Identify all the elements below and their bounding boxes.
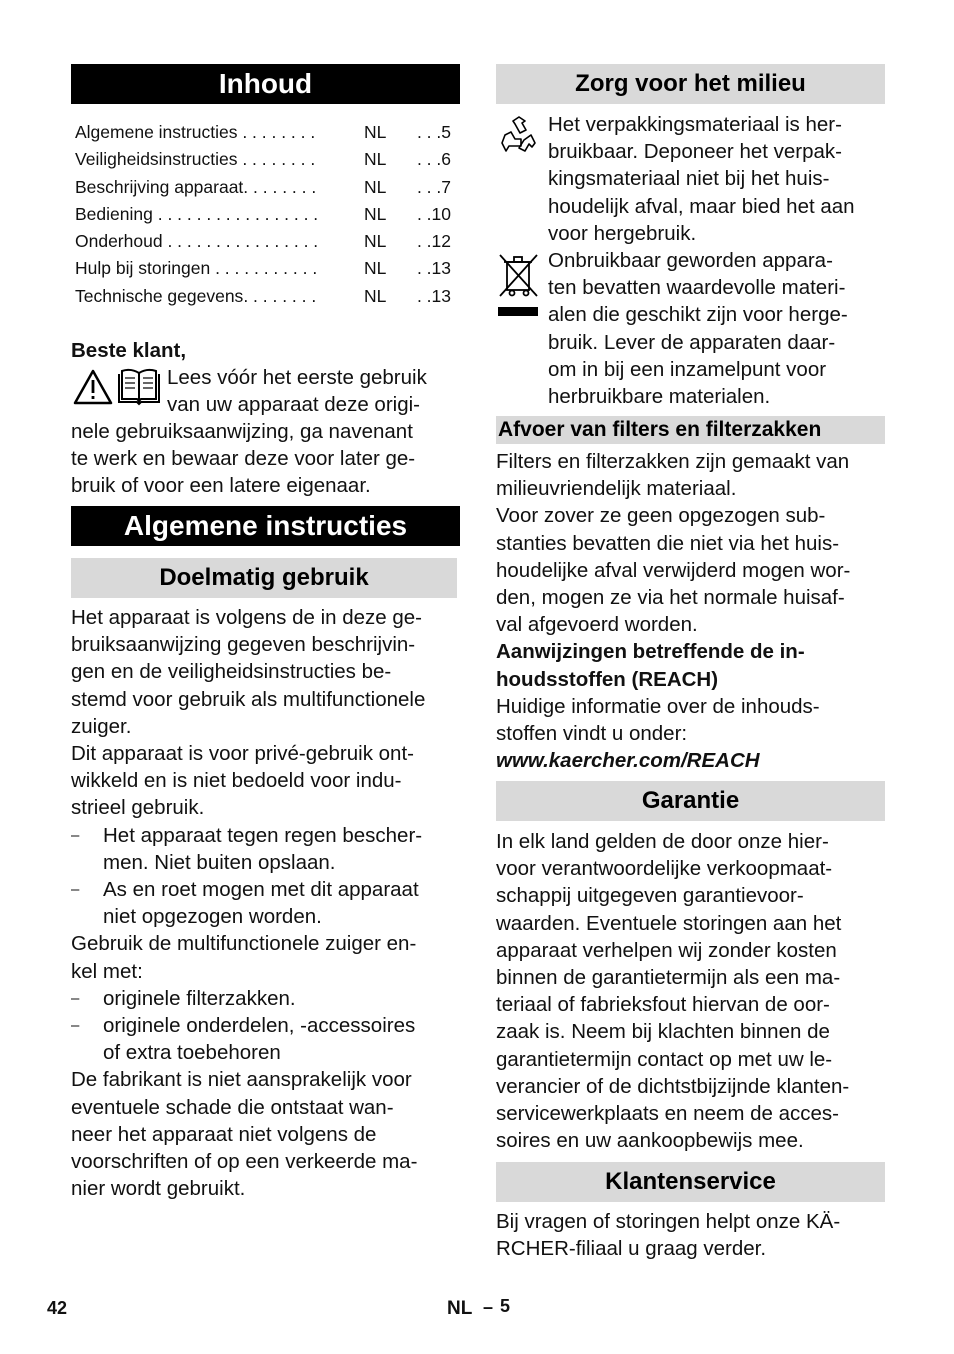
filters-heading: Afvoer van filters en filterzakken (496, 416, 885, 444)
toc-entry-title: Bediening . . . . . . . . . . . . . . . . . (75, 203, 319, 224)
text-line: strieel gebruik. (71, 796, 205, 820)
toc-entry (75, 283, 455, 310)
text-line: servicewerkplaats en neem de acces- (496, 1102, 839, 1126)
footer-dash: – (483, 1297, 494, 1317)
list-item-line: men. Niet buiten opslaan. (103, 850, 336, 874)
text-line: Gebruik de multifunctionele zuiger en- (71, 932, 417, 956)
list-item-line: As en roet mogen met dit apparaat (103, 878, 419, 902)
list-item-line: of extra toebehoren (103, 1041, 281, 1065)
text-line: houdsstoffen (REACH) (496, 667, 719, 691)
text-line: In elk land gelden de door onze hier- (496, 830, 829, 853)
text-line: houdelijke afval verwijderd mogen wor- (496, 558, 851, 582)
toc-entry (75, 119, 455, 146)
text-line: De fabrikant is niet aansprakelijk voor (71, 1068, 412, 1092)
list-item-line: originele onderdelen, -accessoires (103, 1014, 416, 1038)
text-line: verancier of de dichtstbijzijnde klanten- (496, 1074, 850, 1098)
paragraph (71, 930, 460, 984)
text-line: bruikbaar. Deponeer het verpak- (548, 140, 843, 164)
text-line: om in bij een inzamelpunt voor (548, 357, 827, 381)
list-item (71, 1012, 460, 1066)
greeting-line-1: Lees vóór het eerste gebruik (167, 366, 427, 389)
text-line: kel met: (71, 959, 143, 983)
text-line: alen die geschikt zijn voor herge- (548, 303, 848, 327)
warranty-heading: Garantie (496, 781, 885, 821)
text-line: Bij vragen of storingen helpt onze KÄ- (496, 1210, 841, 1233)
toc-entry-title: Hulp bij storingen . . . . . . . . . . . (75, 258, 318, 279)
crossed-bin-icon (497, 252, 541, 322)
list-item-line: niet opgezogen worden. (103, 905, 322, 929)
toc-entry-dots: . . . . . . . . . . . . . . . . . (152, 203, 319, 224)
text-line: neer het apparaat niet volgens de (71, 1122, 377, 1146)
intended-use-body (71, 604, 460, 1202)
text-line: soires en uw aankoopbewijs mee. (496, 1129, 804, 1153)
toc-entry-title: Algemene instructies . . . . . . . . (75, 122, 316, 142)
toc-entry-lang: NL (364, 176, 387, 197)
dash-bullet: – (71, 1017, 80, 1035)
paragraph (71, 740, 460, 822)
greeting-text (71, 418, 415, 500)
recycle-text (548, 111, 886, 247)
text-line: stanties bevatten die niet via het huis- (496, 531, 840, 555)
toc-entry (75, 174, 455, 201)
text-line: milieuvriendelijk materiaal. (496, 477, 737, 501)
page-number: 42 (47, 1298, 68, 1318)
toc-entry-dots: . . . . . . . . (237, 122, 316, 142)
toc-entry-page: . .13 (416, 258, 451, 279)
text-line: Het apparaat is volgens de in deze ge- (71, 606, 423, 629)
toc-heading: Inhoud (71, 64, 460, 104)
text-line: stemd voor gebruik als multifunctionele (71, 687, 426, 711)
weee-text (548, 247, 886, 410)
table-of-contents (75, 119, 455, 310)
toc-entry-title: Beschrijving apparaat. . . . . . . . (75, 176, 317, 197)
service-heading: Klantenservice (496, 1162, 885, 1202)
text-line: voorschriften of op een verkeerde ma- (71, 1150, 418, 1174)
text-line: nier wordt gebruikt. (71, 1177, 246, 1201)
intended-use-heading: Doelmatig gebruik (71, 558, 457, 598)
toc-entry (75, 228, 455, 255)
recycle-icon (497, 115, 541, 159)
text-line: wikkeld en is niet bedoeld voor indu- (71, 769, 402, 793)
toc-entry (75, 201, 455, 228)
warranty-text (496, 828, 886, 1154)
text-line: apparaat verhelpen wij zonder kosten (496, 938, 837, 962)
text-line: houdelijk afval, maar bied het aan (548, 194, 855, 218)
greeting-line-2: van uw apparaat deze origi- (167, 393, 420, 416)
toc-entry-dots: . . . . . . . . . . . . . . . . (162, 231, 319, 252)
toc-entry-dots: . . . . . . . . (237, 149, 316, 170)
dash-bullet: – (71, 989, 80, 1007)
text-line: eventuele schade die ontstaat wan- (71, 1095, 394, 1119)
text-line: Het verpakkingsmateriaal is her- (548, 113, 842, 136)
text-line: herbruikbare materialen. (548, 385, 771, 409)
greeting-title: Beste klant, (71, 339, 187, 362)
toc-entry-lang: NL (364, 203, 387, 224)
toc-entry-page: . . .5 (416, 122, 451, 142)
greeting-line: bruik of voor een latere eigenaar. (71, 474, 371, 498)
dash-bullet: – (71, 826, 80, 844)
greeting-line: te werk en bewaar deze voor later ge- (71, 447, 416, 471)
text-line: Onbruikbaar geworden appara- (548, 249, 833, 272)
toc-entry-lang: NL (364, 285, 387, 306)
toc-entry-title: Veiligheidsinstructies . . . . . . . . (75, 149, 316, 170)
toc-entry-lang: NL (364, 258, 387, 279)
greeting-line: nele gebruiksaanwijzing, ga navenant (71, 420, 413, 443)
toc-entry-lang: NL (364, 122, 387, 142)
text-line: val afgevoerd worden. (496, 613, 698, 637)
toc-entry-lang: NL (364, 231, 387, 252)
text-line: den, mogen ze via het normale huisaf- (496, 586, 845, 610)
manual-book-icon (117, 368, 161, 408)
paragraph (71, 1066, 460, 1202)
list-item-line: Het apparaat tegen regen bescher- (103, 823, 423, 847)
text-line: Filters en filterzakken zijn gemaakt van (496, 450, 850, 473)
toc-entry-page: . . .6 (416, 149, 451, 170)
text-line: Voor zover ze geen opgezogen sub- (496, 504, 826, 528)
text-line: zaak is. Neem bij klachten binnen de (496, 1020, 830, 1044)
toc-entry-page: . . .7 (416, 176, 451, 197)
toc-entry-title: Technische gegevens. . . . . . . . (75, 285, 317, 306)
reach-url: www.kaercher.com/REACH (496, 749, 760, 773)
text-line: gen en de veiligheidsinstructies be- (71, 660, 392, 684)
service-text (496, 1208, 886, 1262)
list-item (71, 876, 460, 930)
text-line: Dit apparaat is voor privé-gebruik ont- (71, 742, 414, 766)
text-line: Huidige informatie over de inhouds- (496, 694, 820, 718)
text-line: teriaal of fabrieksfout hiervan de oor- (496, 993, 830, 1017)
toc-entry-lang: NL (364, 149, 387, 170)
filters-body (496, 448, 886, 774)
text-line: ten bevatten waardevolle materi- (548, 276, 846, 300)
toc-entry-page: . .13 (416, 285, 451, 306)
dash-bullet: – (71, 881, 80, 899)
text-line: zuiger. (71, 714, 132, 738)
toc-entry-page: . .12 (416, 231, 451, 252)
environment-heading: Zorg voor het milieu (496, 64, 885, 104)
reach-title (496, 638, 886, 692)
text-line: waarden. Eventuele storingen aan het (496, 911, 842, 935)
text-line: voor verantwoordelijke verkoopmaat- (496, 857, 833, 881)
list-item (71, 985, 460, 1012)
toc-entry (75, 146, 455, 173)
list-item (71, 822, 460, 876)
text-line: kingsmateriaal niet bij het huis- (548, 167, 830, 191)
text-line: bruiksaanwijzing gegeven beschrijvin- (71, 633, 416, 657)
text-line: schappij uitgegeven garantievoor- (496, 884, 804, 908)
general-heading: Algemene instructies (71, 506, 460, 546)
toc-entry-dots: . . . . . . . . (243, 176, 317, 197)
paragraph (71, 604, 460, 740)
footer-lang: NL (447, 1298, 473, 1319)
text-line: bruik. Lever de apparaten daar- (548, 330, 836, 354)
text-line: garantietermijn contact op met uw le- (496, 1047, 833, 1071)
text-line: binnen de garantietermijn als een ma- (496, 966, 841, 990)
list-item-line: originele filterzakken. (103, 986, 296, 1010)
toc-entry-page: . .10 (416, 203, 451, 224)
toc-entry-title: Onderhoud . . . . . . . . . . . . . . . . (75, 231, 319, 252)
toc-entry-dots: . . . . . . . . . . . (210, 258, 318, 279)
footer-section-page: 5 (500, 1296, 511, 1316)
toc-entry (75, 255, 455, 282)
text-line: Aanwijzingen betreffende de in- (496, 640, 805, 664)
toc-entry-dots: . . . . . . . . (243, 285, 317, 306)
text-line: RCHER-filiaal u graag verder. (496, 1237, 767, 1261)
text-line: stoffen vindt u onder: (496, 722, 688, 746)
text-line: voor hergebruik. (548, 221, 697, 245)
